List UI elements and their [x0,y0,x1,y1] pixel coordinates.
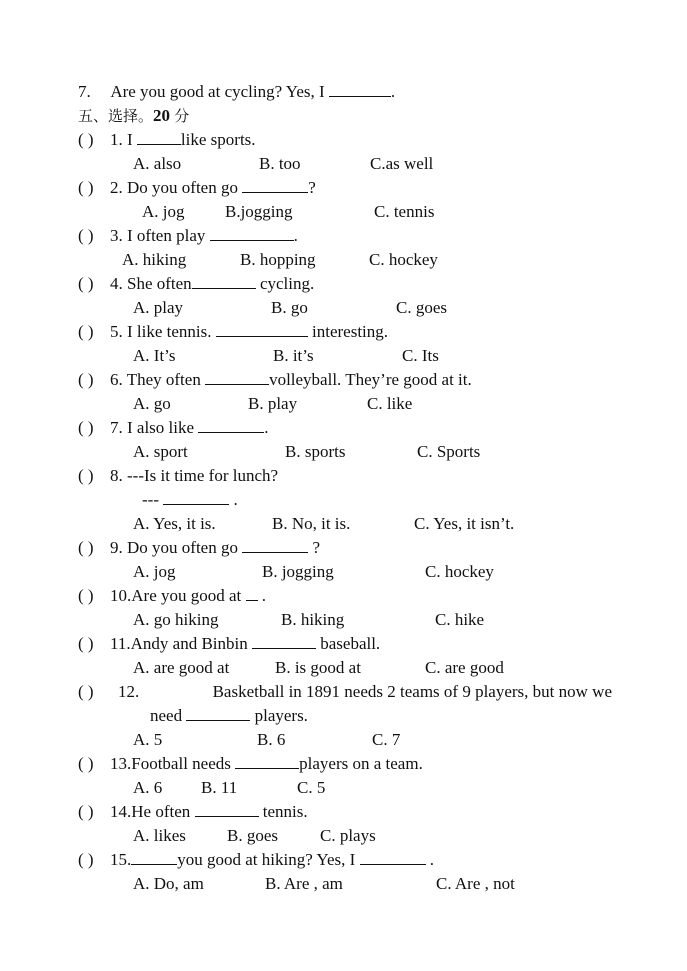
question-number: 6. [110,370,123,389]
option-b[interactable]: B. hopping [240,250,316,269]
question-text-end: . [264,418,269,437]
option-a[interactable]: A. likes [133,826,186,845]
question-text-end: . [390,82,396,101]
question-text-end: volleyball. They’re good at it. [269,370,472,389]
answer-parentheses[interactable]: ( ) [78,226,94,245]
option-a[interactable]: A. Do, am [133,874,204,893]
answer-parentheses[interactable]: ( ) [78,370,94,389]
answer-parentheses[interactable]: ( ) [78,802,94,821]
answer-parentheses[interactable]: ( ) [78,418,94,437]
question-number: 2. [110,178,123,197]
question-number: 3. [110,226,123,245]
prev-question-7 [78,82,395,102]
option-b[interactable]: B. too [259,154,301,173]
answer-blank-2[interactable] [360,850,426,865]
option-b[interactable]: B. goes [227,826,278,845]
question-number: 5. [110,322,123,341]
answer-blank[interactable] [216,322,308,337]
option-c[interactable]: C. Are , not [436,874,515,893]
answer-blank[interactable] [246,586,258,601]
answer-parentheses[interactable]: ( ) [78,466,94,485]
answer-parentheses[interactable]: ( ) [78,586,94,605]
option-c[interactable]: C. hockey [425,562,494,581]
question-text-end: like sports. [180,130,256,149]
question-number: 11. [110,634,131,653]
option-a[interactable]: A. 5 [133,730,163,749]
answer-blank[interactable] [235,754,299,769]
option-b[interactable]: B. Are , am [265,874,343,893]
answer-blank[interactable] [137,130,181,145]
option-a[interactable]: A. go hiking [133,610,219,629]
option-c[interactable]: C. are good [425,658,504,677]
answer-parentheses[interactable]: ( ) [78,178,94,197]
option-a[interactable]: A. 6 [133,778,163,797]
question-text: Andy and Binbin [130,634,252,653]
option-b[interactable]: B. play [248,394,298,413]
option-b[interactable]: B. go [271,298,308,317]
option-b[interactable]: B. it’s [273,346,314,365]
answer-parentheses[interactable]: ( ) [78,682,94,701]
option-c[interactable]: C. hike [435,610,485,629]
question-text: He often [131,802,195,821]
option-b[interactable]: B. 6 [257,730,286,749]
option-a[interactable]: A. Yes, it is. [133,514,216,533]
question-number: 10. [110,586,132,605]
answer-blank[interactable] [329,82,391,97]
option-a[interactable]: A. jog [133,562,176,581]
question-text: She often [127,274,192,293]
answer-parentheses[interactable]: ( ) [78,538,94,557]
option-c[interactable]: C. goes [396,298,447,317]
option-a[interactable]: A. sport [133,442,188,461]
option-c[interactable]: C. Its [402,346,439,365]
question-text: Do you often go [127,538,243,557]
question-text: I often play [127,226,210,245]
section-unit: 分 [174,107,190,125]
answer-parentheses[interactable]: ( ) [78,274,94,293]
answer-parentheses[interactable]: ( ) [78,754,94,773]
option-c[interactable]: C. plays [320,826,376,845]
option-a[interactable]: A. hiking [122,250,187,269]
answer-parentheses[interactable]: ( ) [78,322,94,341]
option-c[interactable]: C. Sports [417,442,481,461]
option-a[interactable]: A. go [133,394,171,413]
answer-blank[interactable] [186,706,250,721]
question-text-end: interesting. [307,322,389,341]
question-text: I like tennis. [127,322,216,341]
option-c[interactable]: C. hockey [369,250,438,269]
option-a[interactable]: A. jog [142,202,185,221]
answer-parentheses[interactable]: ( ) [78,130,94,149]
question-12-text [118,682,612,702]
answer-parentheses[interactable]: ( ) [78,634,94,653]
question-text: ---Is it time for lunch? [127,466,279,485]
question-text: Basketball in 1891 needs 2 teams of 9 players, but now we [212,682,612,701]
answer-blank[interactable] [192,274,256,289]
answer-blank[interactable] [195,802,259,817]
question-number: 4. [110,274,123,293]
option-c[interactable]: C. 7 [372,730,401,749]
option-c[interactable]: C. Yes, it isn’t. [414,514,515,533]
question-number: 7. [78,82,91,101]
question-text: Football needs [131,754,236,773]
question-12-line2 [150,706,308,726]
option-a[interactable]: A. are good at [133,658,230,677]
question-number: 13. [110,754,132,773]
question-number: 15. [110,850,132,869]
question-text-end: . [425,850,435,869]
question-number: 14. [110,802,132,821]
question-text-end: tennis. [258,802,308,821]
question-text-end: baseball. [315,634,381,653]
option-b[interactable]: B. 11 [201,778,238,797]
question-text: Are you good at [131,586,246,605]
question-text-end: players on a team. [299,754,423,773]
option-a[interactable]: A. It’s [133,346,176,365]
question-text: I [127,130,137,149]
question-text-end: ? [308,178,316,197]
question-number: 8. [110,466,123,485]
question-text-end: cycling. [255,274,315,293]
question-text-end: ? [308,538,321,557]
question-number: 12. [118,682,140,701]
question-number: 1. [110,130,123,149]
option-b[interactable]: B. No, it is. [272,514,351,533]
question-number: 7. [110,418,123,437]
answer-blank[interactable] [242,538,308,553]
answer-blank[interactable] [252,634,316,649]
answer-blank[interactable] [131,850,177,865]
option-c[interactable]: C. like [367,394,413,413]
answer-blank[interactable] [205,370,269,385]
option-b[interactable]: B. is good at [275,658,361,677]
section-points: 20 [153,106,171,125]
question-text-end: . [229,490,238,509]
question-8-response-line [142,490,238,510]
option-b[interactable]: B. jogging [262,562,334,581]
option-c[interactable]: C.as well [370,154,434,173]
answer-blank[interactable] [198,418,264,433]
question-text: I also like [127,418,199,437]
question-text: Are you good at cycling? Yes, I [110,82,329,101]
question-text: you good at hiking? Yes, I [177,850,360,869]
question-text-end: . [257,586,267,605]
section-title [78,106,189,126]
option-a[interactable]: A. play [133,298,184,317]
answer-blank[interactable] [242,178,308,193]
question-text-end: players. [250,706,308,725]
answer-blank[interactable] [163,490,229,505]
question-number: 9. [110,538,123,557]
answer-blank[interactable] [210,226,294,241]
response-dashes: --- [142,490,164,509]
option-c[interactable]: C. tennis [374,202,435,221]
question-text-continued: need [150,706,187,725]
question-text: Do you often go [127,178,243,197]
question-text-end: . [293,226,298,245]
section-label: 五、选择。 [78,107,154,125]
option-b[interactable]: B. hiking [281,610,345,629]
option-a[interactable]: A. also [133,154,182,173]
option-c[interactable]: C. 5 [297,778,326,797]
question-text: They often [126,370,206,389]
option-b[interactable]: B. sports [285,442,346,461]
option-b[interactable]: B.jogging [225,202,293,221]
answer-parentheses[interactable]: ( ) [78,850,94,869]
